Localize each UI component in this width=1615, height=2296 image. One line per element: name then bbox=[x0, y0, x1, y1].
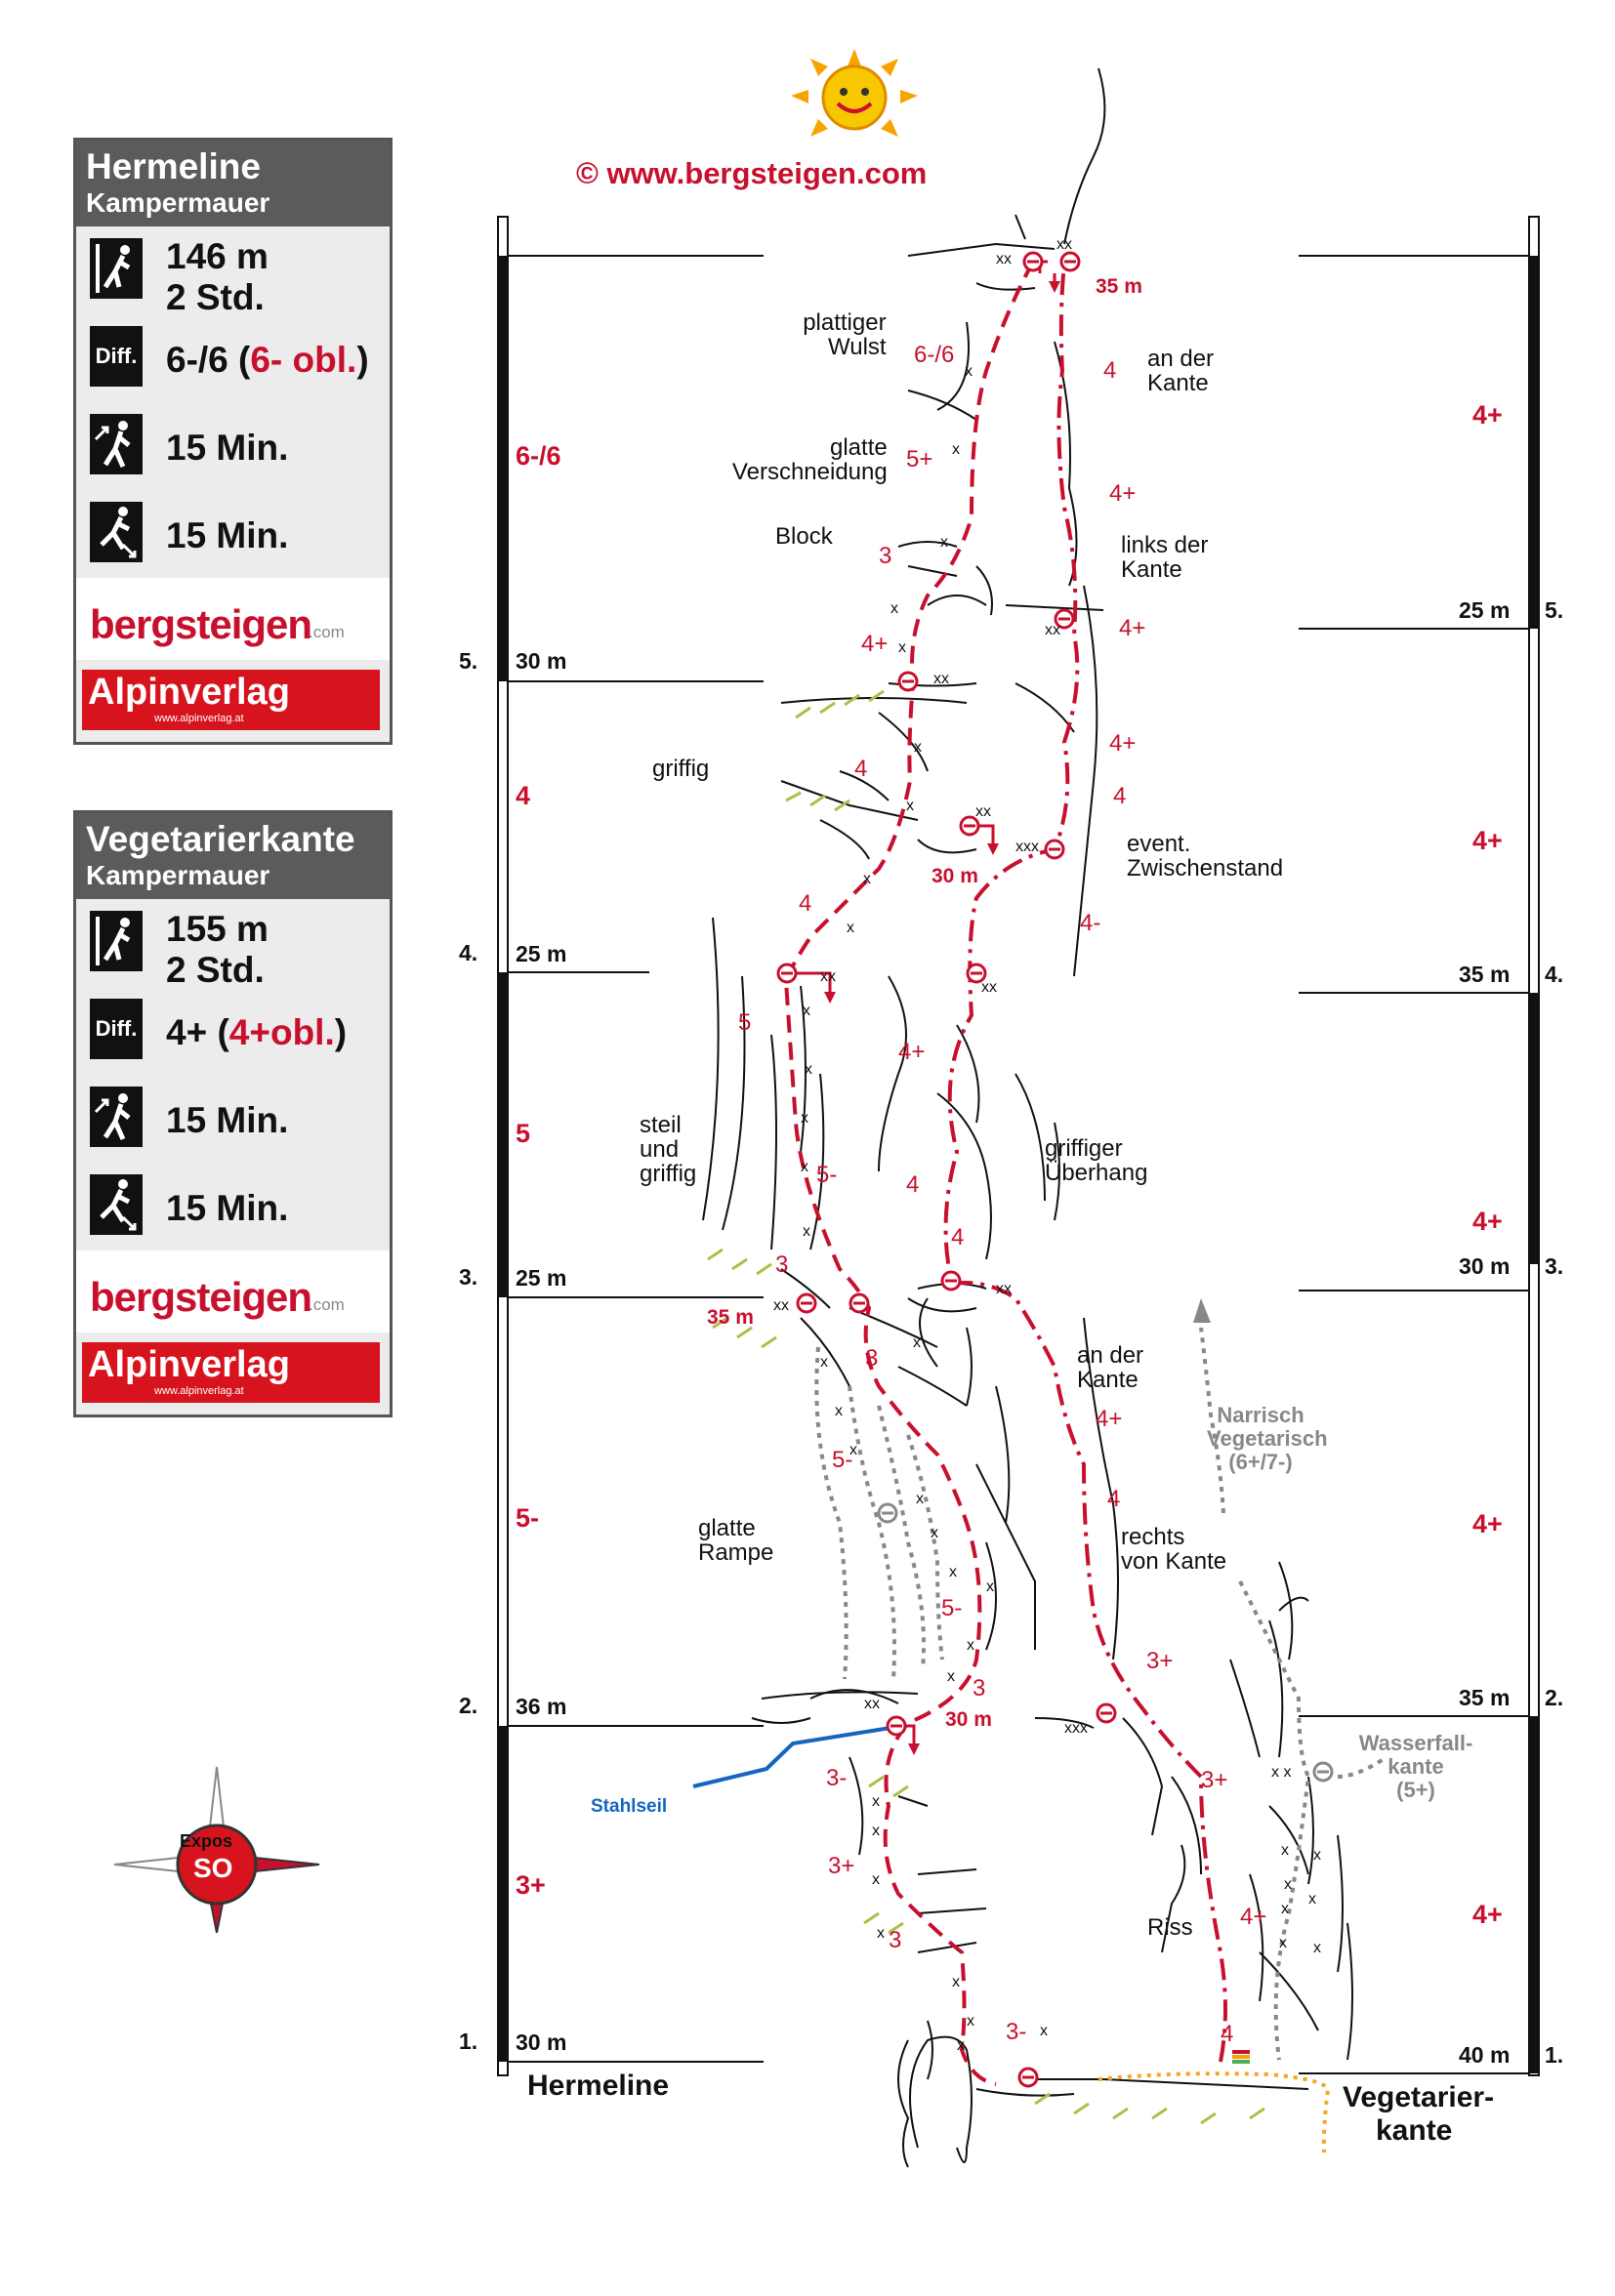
svg-text:x: x bbox=[967, 1637, 974, 1654]
route-name-vegetarierkante: Vegetarier- kante bbox=[1343, 2081, 1495, 2147]
topo-grade: 4+ bbox=[861, 631, 889, 657]
svg-text:x: x bbox=[872, 1793, 880, 1810]
svg-text:xxx: xxx bbox=[1015, 839, 1039, 855]
left-length-2: 36 m bbox=[516, 1694, 567, 1719]
topo-grade: 5 bbox=[738, 1009, 752, 1036]
left-pitch-5: 5. bbox=[459, 648, 478, 674]
svg-text:x: x bbox=[801, 1110, 808, 1127]
svg-text:x: x bbox=[916, 1491, 924, 1507]
topo-grade: 3 bbox=[865, 1345, 879, 1372]
left-pitch-2: 2. bbox=[459, 1693, 478, 1718]
approach-time: 15 Min. bbox=[166, 428, 289, 468]
compass-label-top: Expos bbox=[180, 1831, 233, 1851]
topo-grade: 5- bbox=[832, 1447, 853, 1473]
approach-time: 15 Min. bbox=[166, 1100, 289, 1140]
svg-text:x: x bbox=[957, 2037, 965, 2054]
left-grade-4: 4 bbox=[516, 781, 531, 810]
label-wasserfallkante: Wasserfall- kante (5+) bbox=[1358, 1731, 1473, 1802]
left-length-3: 25 m bbox=[516, 1265, 567, 1291]
svg-text:xx: xx bbox=[981, 979, 997, 996]
topo-grade: 4+ bbox=[1109, 480, 1137, 507]
label-narrisch-vegetarisch: Narrisch Vegetarisch (6+/7-) bbox=[1207, 1403, 1328, 1474]
label-block: Block bbox=[775, 523, 833, 550]
label-glatte-rampe: glatte Rampe bbox=[698, 1515, 774, 1566]
topo-grade: 5+ bbox=[906, 446, 933, 472]
topo-grade: 3- bbox=[826, 1765, 848, 1791]
topo-grade: 4 bbox=[1221, 2021, 1234, 2047]
right-pitch-1: 1. bbox=[1545, 2042, 1564, 2068]
route-title: Hermeline bbox=[86, 146, 261, 186]
svg-text:x: x bbox=[847, 920, 854, 936]
svg-text:x: x bbox=[890, 600, 898, 617]
route-length: 155 m bbox=[166, 909, 269, 949]
right-grade-1: 4+ bbox=[1472, 1900, 1503, 1929]
right-grade-2: 4+ bbox=[1472, 1509, 1503, 1538]
topo-grade: 3- bbox=[1006, 2019, 1027, 2045]
svg-text:x: x bbox=[940, 534, 948, 551]
topo-grade: 4+ bbox=[1109, 730, 1137, 757]
svg-text:x: x bbox=[952, 1974, 960, 1990]
label-plattiger-wulst: plattiger Wulst bbox=[803, 309, 887, 360]
topo-grade: 5- bbox=[941, 1595, 963, 1621]
left-pitch-1: 1. bbox=[459, 2029, 478, 2054]
svg-text:x: x bbox=[898, 639, 906, 656]
label-griffiger-ueberhang: griffiger Überhang bbox=[1045, 1135, 1148, 1186]
svg-text:x: x bbox=[1281, 1842, 1289, 1859]
stand-length-top: 35 m bbox=[1096, 275, 1142, 298]
topo-grade: 4+ bbox=[898, 1039, 926, 1065]
stand-length-3: 35 m bbox=[707, 1306, 754, 1329]
topo-grade: 4+ bbox=[1096, 1406, 1123, 1432]
topo-grade: 4+ bbox=[1240, 1904, 1267, 1930]
label-stahlseil: Stahlseil bbox=[591, 1796, 668, 1817]
svg-text:x: x bbox=[805, 1061, 812, 1078]
difficulty-icon: Diff. bbox=[90, 326, 143, 387]
svg-text:x: x bbox=[1313, 1847, 1321, 1864]
topo-grade: 4 bbox=[854, 756, 868, 782]
right-pitch-5: 5. bbox=[1545, 597, 1564, 623]
svg-text:x: x bbox=[863, 871, 871, 887]
svg-text:xx: xx bbox=[773, 1297, 789, 1314]
svg-text:x: x bbox=[1281, 1901, 1289, 1917]
svg-text:xx: xx bbox=[864, 1696, 880, 1712]
route-time: 2 Std. bbox=[166, 950, 265, 990]
label-an-der-kante-mid: an der Kante bbox=[1077, 1342, 1144, 1393]
left-grade-2: 5- bbox=[516, 1503, 540, 1533]
svg-text:x x: x x bbox=[1271, 1764, 1292, 1781]
topo-grade: 3+ bbox=[1201, 1767, 1228, 1793]
svg-text:x: x bbox=[1279, 1935, 1287, 1951]
topo-grade: 4 bbox=[1113, 783, 1127, 809]
svg-text:xx: xx bbox=[996, 251, 1012, 267]
label-an-der-kante-top: an der Kante bbox=[1147, 346, 1215, 396]
left-length-4: 25 m bbox=[516, 941, 567, 966]
topo-grade: 3 bbox=[889, 1927, 902, 1953]
topo-grade: 4+ bbox=[1119, 615, 1146, 641]
svg-text:xx: xx bbox=[975, 803, 991, 820]
topo-grade: 4 bbox=[799, 890, 812, 917]
right-length-1: 40 m bbox=[1459, 2042, 1511, 2068]
topo-grade: 3+ bbox=[1146, 1648, 1174, 1674]
bergsteigen-logo: bergsteigen .com bbox=[76, 578, 390, 660]
right-pitch-2: 2. bbox=[1545, 1685, 1564, 1710]
topo-grade: 4 bbox=[951, 1224, 965, 1250]
svg-text:x: x bbox=[967, 2013, 974, 2030]
svg-text:x: x bbox=[949, 1564, 957, 1580]
difficulty-icon: Diff. bbox=[90, 999, 143, 1059]
left-pitch-3: 3. bbox=[459, 1264, 478, 1290]
left-grade-1: 3+ bbox=[516, 1870, 546, 1900]
topo-grade: 5- bbox=[816, 1162, 838, 1188]
left-length-5: 30 m bbox=[516, 648, 567, 674]
right-length-4: 35 m bbox=[1459, 962, 1511, 987]
route-length: 146 m bbox=[166, 236, 269, 276]
svg-text:x: x bbox=[803, 1003, 810, 1019]
topo-grade: 4 bbox=[906, 1171, 920, 1198]
svg-text:x: x bbox=[931, 1525, 938, 1541]
route-subtitle: Kampermauer bbox=[86, 187, 270, 218]
topo-grade: 4- bbox=[1080, 910, 1101, 936]
svg-text:x: x bbox=[1308, 1891, 1316, 1907]
label-glatte-verschneidung: glatte Verschneidung bbox=[731, 434, 888, 485]
bergsteigen-logo: bergsteigen .com bbox=[76, 1250, 390, 1332]
left-grade-5: 6-/6 bbox=[516, 441, 561, 471]
compass-direction: SO bbox=[193, 1853, 233, 1883]
svg-text:x: x bbox=[914, 739, 922, 756]
route-difficulty: 6-/6 (6- obl.) bbox=[166, 340, 369, 380]
label-event-zwischenstand: event. Zwischenstand bbox=[1127, 831, 1284, 882]
svg-text:x: x bbox=[965, 363, 973, 380]
topo-grade: 6-/6 bbox=[914, 342, 955, 368]
svg-text:x: x bbox=[1313, 1940, 1321, 1956]
topo-grade: 3+ bbox=[828, 1853, 855, 1879]
topo-grade: 3 bbox=[973, 1675, 986, 1702]
left-length-1: 30 m bbox=[516, 2030, 567, 2055]
svg-text:x: x bbox=[872, 1871, 880, 1888]
topo-grade: 3 bbox=[775, 1251, 789, 1278]
route-title: Vegetarierkante bbox=[86, 819, 355, 859]
svg-text:x: x bbox=[1284, 1876, 1292, 1893]
route-time: 2 Std. bbox=[166, 277, 265, 317]
svg-text:x: x bbox=[872, 1823, 880, 1839]
stand-length-4: 30 m bbox=[932, 865, 978, 887]
stand-length-2: 30 m bbox=[945, 1708, 992, 1731]
right-grade-5: 4+ bbox=[1472, 400, 1503, 430]
route-name-hermeline: Hermeline bbox=[527, 2070, 670, 2102]
svg-text:xx: xx bbox=[1045, 622, 1060, 638]
svg-text:x: x bbox=[803, 1223, 810, 1240]
label-griffig: griffig bbox=[652, 756, 710, 782]
svg-text:xxx: xxx bbox=[1064, 1720, 1088, 1737]
svg-text:x: x bbox=[877, 1925, 885, 1942]
svg-text:x: x bbox=[835, 1403, 843, 1419]
alpinverlag-logo: Alpinverlag www.alpinverlag.at bbox=[76, 660, 390, 742]
right-length-2: 35 m bbox=[1459, 1685, 1511, 1710]
route-difficulty: 4+ (4+obl.) bbox=[166, 1012, 348, 1052]
svg-text:xx: xx bbox=[996, 1281, 1012, 1297]
svg-text:x: x bbox=[952, 441, 960, 458]
svg-text:xx: xx bbox=[933, 671, 949, 687]
svg-text:x: x bbox=[986, 1578, 994, 1595]
alpinverlag-logo: Alpinverlag www.alpinverlag.at bbox=[76, 1332, 390, 1414]
descent-time: 15 Min. bbox=[166, 515, 289, 555]
right-length-3: 30 m bbox=[1459, 1253, 1511, 1279]
svg-text:x: x bbox=[1040, 2023, 1048, 2039]
right-pitch-3: 3. bbox=[1545, 1253, 1564, 1279]
right-grade-4: 4+ bbox=[1472, 826, 1503, 855]
route-subtitle: Kampermauer bbox=[86, 860, 270, 890]
label-steil-und-griffig: steil und griffig bbox=[640, 1112, 697, 1187]
topo-grade: 4 bbox=[1103, 357, 1117, 384]
right-length-5: 25 m bbox=[1459, 597, 1511, 623]
left-grade-3: 5 bbox=[516, 1119, 531, 1148]
svg-text:xx: xx bbox=[1056, 236, 1072, 253]
copyright-text: © www.bergsteigen.com bbox=[576, 156, 928, 190]
label-riss: Riss bbox=[1147, 1914, 1193, 1941]
label-links-der-kante: links der Kante bbox=[1121, 532, 1209, 583]
svg-text:x: x bbox=[820, 1354, 828, 1371]
right-grade-3: 4+ bbox=[1472, 1207, 1503, 1236]
svg-text:x: x bbox=[849, 1442, 857, 1458]
topo-grade: 4 bbox=[1107, 1486, 1121, 1512]
svg-text:x: x bbox=[913, 1334, 921, 1351]
right-pitch-4: 4. bbox=[1545, 962, 1564, 987]
svg-text:x: x bbox=[947, 1668, 955, 1685]
topo-grade: 3 bbox=[879, 543, 892, 569]
label-rechts-von-kante: rechts von Kante bbox=[1121, 1524, 1227, 1575]
svg-text:x: x bbox=[906, 798, 914, 814]
left-pitch-4: 4. bbox=[459, 940, 478, 965]
descent-time: 15 Min. bbox=[166, 1188, 289, 1228]
svg-text:x: x bbox=[801, 1159, 808, 1175]
svg-text:xx: xx bbox=[820, 968, 836, 985]
